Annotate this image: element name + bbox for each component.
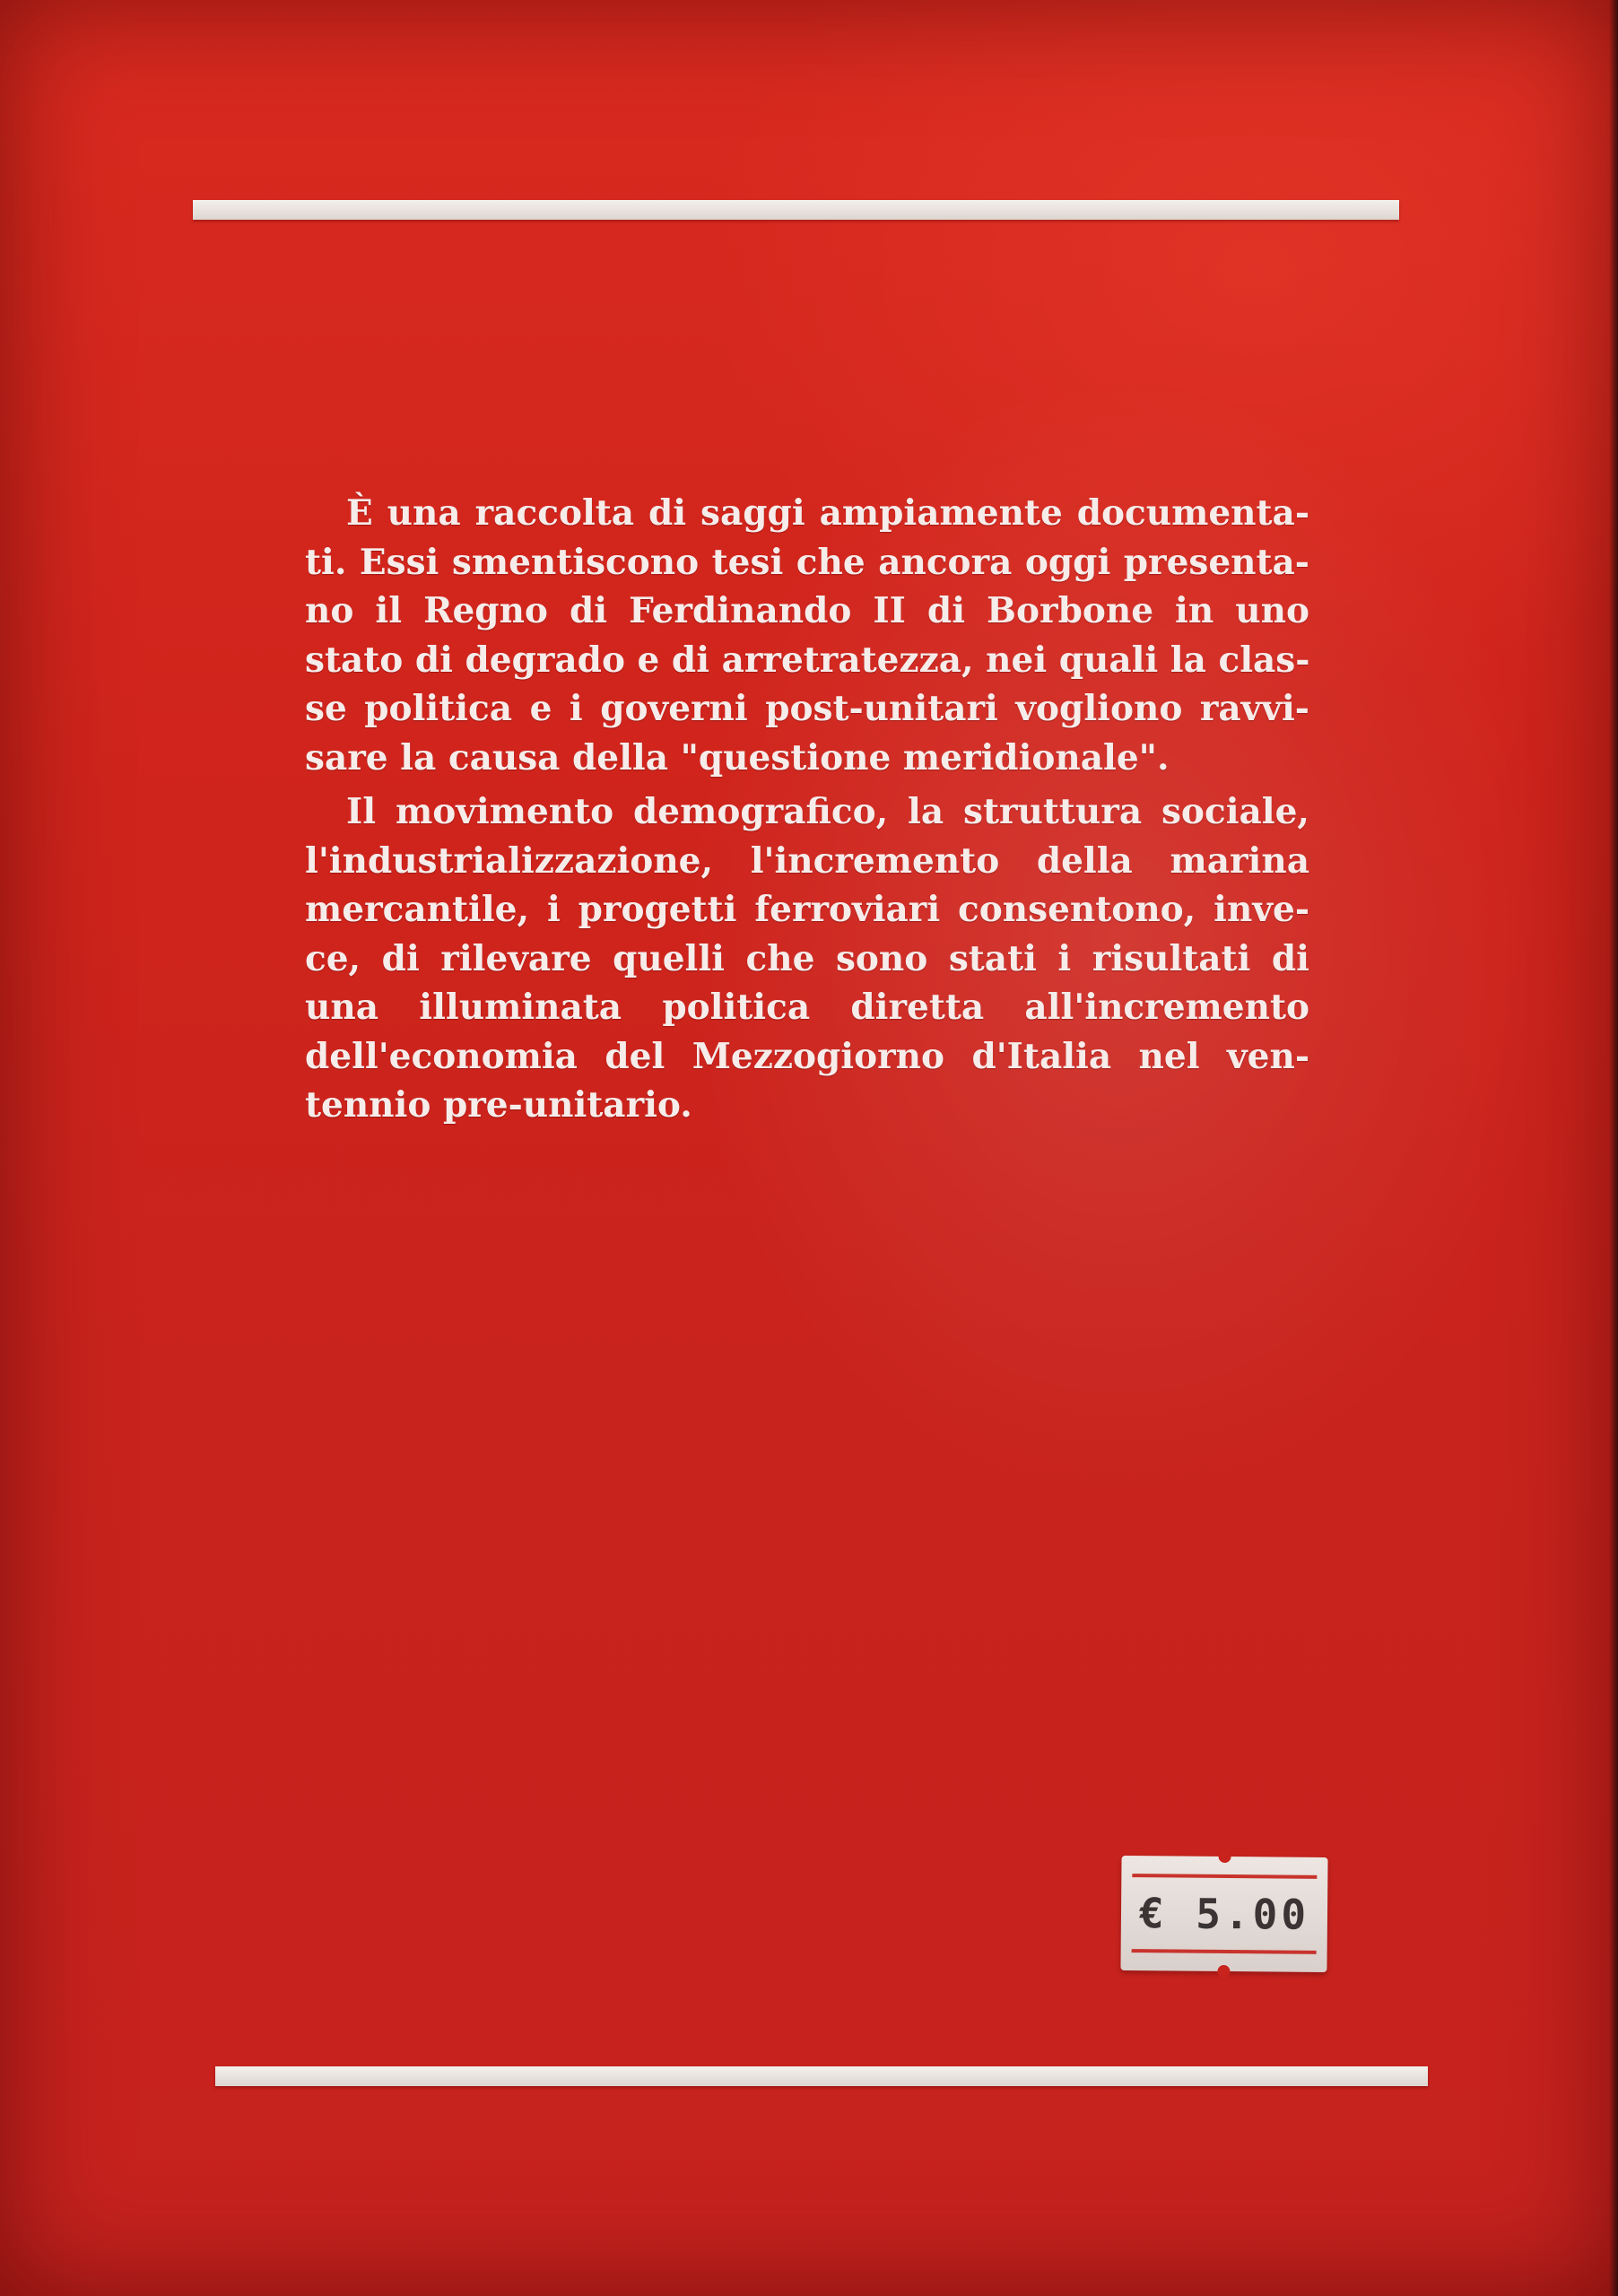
blurb-line: mercantile, i progetti ferroviari consentono, inve- <box>305 889 1309 930</box>
top-rule <box>193 200 1399 220</box>
blurb-line: sare la causa della "questione meridionale". <box>305 736 1170 778</box>
blurb-line: È una raccolta di saggi ampiamente documenta- <box>346 492 1309 534</box>
blurb-line: no il Regno di Ferdinando II di Borbone in uno <box>305 590 1309 631</box>
bottom-rule <box>215 2066 1428 2086</box>
cover-edge-shadow <box>1609 0 1618 2296</box>
blurb-line: ti. Essi smentiscono tesi che ancora oggi presenta- <box>305 541 1309 583</box>
blurb-line: se politica e i governi post-unitari vogliono ravvi- <box>305 688 1309 729</box>
sticker-stripe <box>1132 1874 1317 1879</box>
blurb-line: stato di degrado e di arretratezza, nei quali la clas- <box>305 639 1310 681</box>
blurb-line: dell'economia del Mezzogiorno d'Italia nel ven- <box>305 1035 1309 1077</box>
blurb-line: ce, di rilevare quelli che sono stati i risultati di <box>305 937 1309 979</box>
sticker-stripe <box>1132 1949 1317 1954</box>
blurb-line: l'industrializzazione, l'incremento della marina <box>305 839 1309 882</box>
blurb-line: Il movimento demografico, la struttura sociale, <box>346 791 1309 832</box>
price-label: € 5.00 <box>1138 1889 1310 1939</box>
blurb-line: tennio pre-unitario. <box>305 1084 692 1126</box>
blurb-line: una illuminata politica diretta all'incremento <box>305 987 1309 1028</box>
price-sticker <box>1120 1856 1327 1972</box>
back-cover-blurb <box>305 489 1309 1130</box>
